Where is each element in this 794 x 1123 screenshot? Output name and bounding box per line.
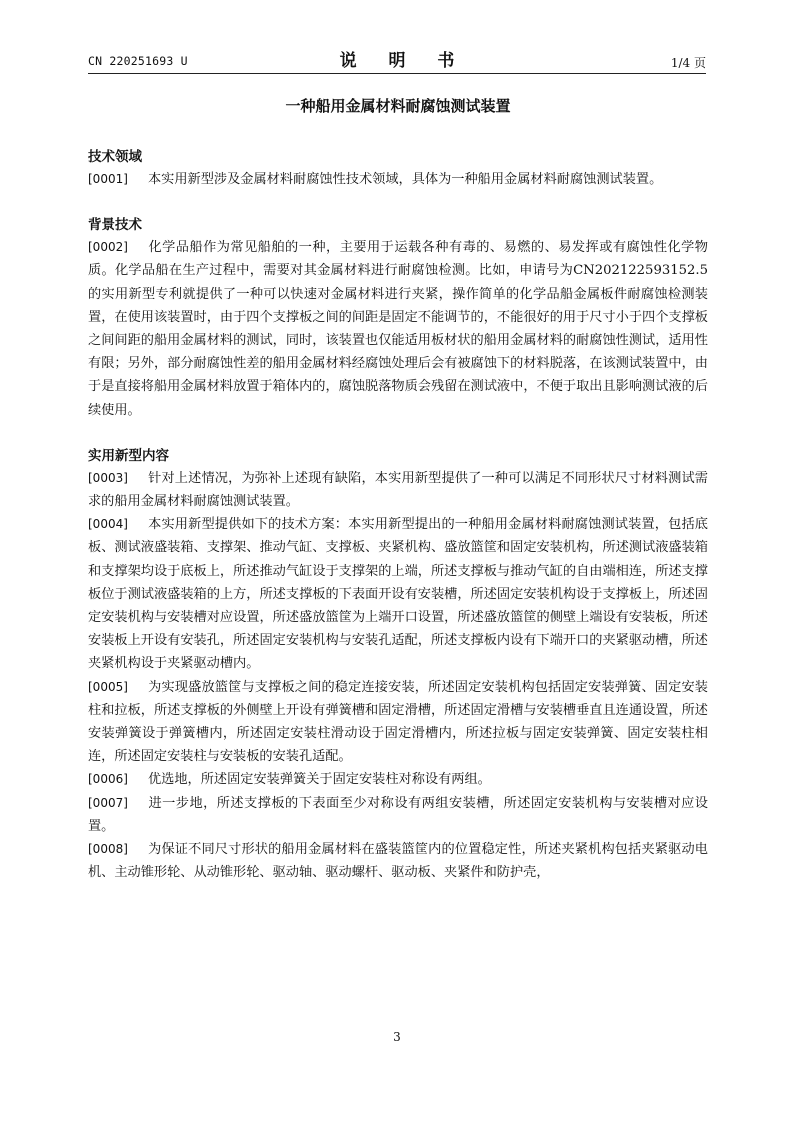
paragraph-number: [0005] <box>88 679 128 694</box>
paragraph-number: [0008] <box>88 842 128 857</box>
paragraph-text: 化学品船作为常见船舶的一种，主要用于运载各种有毒的、易燃的、易发挥或有腐蚀性化学物质。化学品船在生产过程中，需要对其金属材料进行耐腐蚀检测。比如，申请号为CN202122593152.5的实用新型专利就提供了一种可以快速对金属材料进行夹紧，操作简单的化学品船金属板件耐腐蚀检测装置，在使用该装置时，由于四个支撑板之间的间距是固定不能调节的，不能很好的用于尺寸小于四个支撑板之间间距的船用金属材料的测试，同时，该装置也仅能适用板材状的船用金属材料的耐腐蚀性测试，适用性有限；另外，部分耐腐蚀性差的船用金属材料经腐蚀处理后会有被腐蚀下的材料脱落，在该测试装置中，由于是直接将船用金属材料放置于箱体内的，腐蚀脱落物质会残留在测试液中，不便于取出且影响测试液的后续使用。 <box>88 240 708 418</box>
paragraph-text: 本实用新型涉及金属材料耐腐蚀性技术领域，具体为一种船用金属材料耐腐蚀测试装置。 <box>148 172 663 187</box>
publication-number: CN 220251693 U <box>88 54 188 68</box>
header-divider <box>88 73 706 74</box>
section-background <box>88 214 708 422</box>
paragraph <box>88 168 708 191</box>
paragraph <box>88 838 708 884</box>
section-heading: 背景技术 <box>88 217 142 234</box>
document-body <box>88 92 708 907</box>
paragraph <box>88 792 708 838</box>
section-heading: 技术领域 <box>88 149 142 165</box>
page-header <box>88 44 706 74</box>
paragraph-text: 优选地，所述固定安装弹簧关于固定安装柱对称设有两组。 <box>148 772 491 788</box>
paragraph-number: [0001] <box>88 172 128 186</box>
paragraph-text: 进一步地，所述支撑板的下表面至少对称设有两组安装槽，所述固定安装机构与安装槽对应设置。 <box>88 795 708 834</box>
section-utility-model-content <box>88 445 708 885</box>
paragraph <box>88 768 708 791</box>
paragraph-text: 为实现盛放篮筐与支撑板之间的稳定连接安装，所述固定安装机构包括固定安装弹簧、固定安装柱和拉板，所述支撑板的外侧壁上开设有弹簧槽和固定滑槽，所述固定滑槽与安装槽垂直且连通设置，所述安装弹簧设于弹簧槽内，所述固定安装柱滑动设于固定滑槽内，所述拉板与固定安装弹簧、固定安装柱相连，所述固定安装柱与安装板的安装孔适配。 <box>88 679 708 765</box>
document-type-title: 说 明 书 <box>339 51 468 71</box>
paragraph <box>88 236 708 422</box>
paragraph <box>88 513 708 675</box>
section-technical-field <box>88 146 708 191</box>
paragraph <box>88 467 708 513</box>
page-indicator: 1/4 页 <box>670 56 706 70</box>
paragraph-number: [0007] <box>88 795 128 810</box>
paragraph-number: [0003] <box>88 470 128 485</box>
document-title: 一种船用金属材料耐腐蚀测试装置 <box>285 97 511 115</box>
section-heading: 实用新型内容 <box>88 447 169 464</box>
paragraph-number: [0006] <box>88 772 128 787</box>
page-number: 3 <box>393 1030 401 1044</box>
paragraph-number: [0004] <box>88 517 128 532</box>
paragraph-text: 为保证不同尺寸形状的船用金属材料在盛装篮筐内的位置稳定性，所述夹紧机构包括夹紧驱动电机、主动锥形轮、从动锥形轮、驱动轴、驱动螺杆、驱动板、夹紧件和防护壳， <box>88 842 708 881</box>
paragraph-number: [0002] <box>88 240 128 255</box>
paragraph-text: 本实用新型提供如下的技术方案：本实用新型提出的一种船用金属材料耐腐蚀测试装置，包括底板、测试液盛装箱、支撑架、推动气缸、支撑板、夹紧机构、盛放篮筐和固定安装机构，所述测试液盛装箱和支撑架均设于底板上，所述推动气缸设于支撑架的上端，所述支撑板与推动气缸的自由端相连，所述支撑板位于测试液盛装箱的上方，所述支撑板的下表面开设有安装槽，所述固定安装机构设于支撑板上，所述固定安装机构与安装槽对应设置，所述盛放篮筐为上端开口设置，所述盛放篮筐的侧壁上端设有安装板，所述安装板上开设有安装孔，所述固定安装机构与安装孔适配，所述支撑板内设有下端开口的夹紧驱动槽，所述夹紧机构设于夹紧驱动槽内。 <box>88 517 708 672</box>
paragraph-text: 针对上述情况，为弥补上述现有缺陷，本实用新型提供了一种可以满足不同形状尺寸材料测试需求的船用金属材料耐腐蚀测试装置。 <box>88 470 708 510</box>
paragraph <box>88 676 708 769</box>
